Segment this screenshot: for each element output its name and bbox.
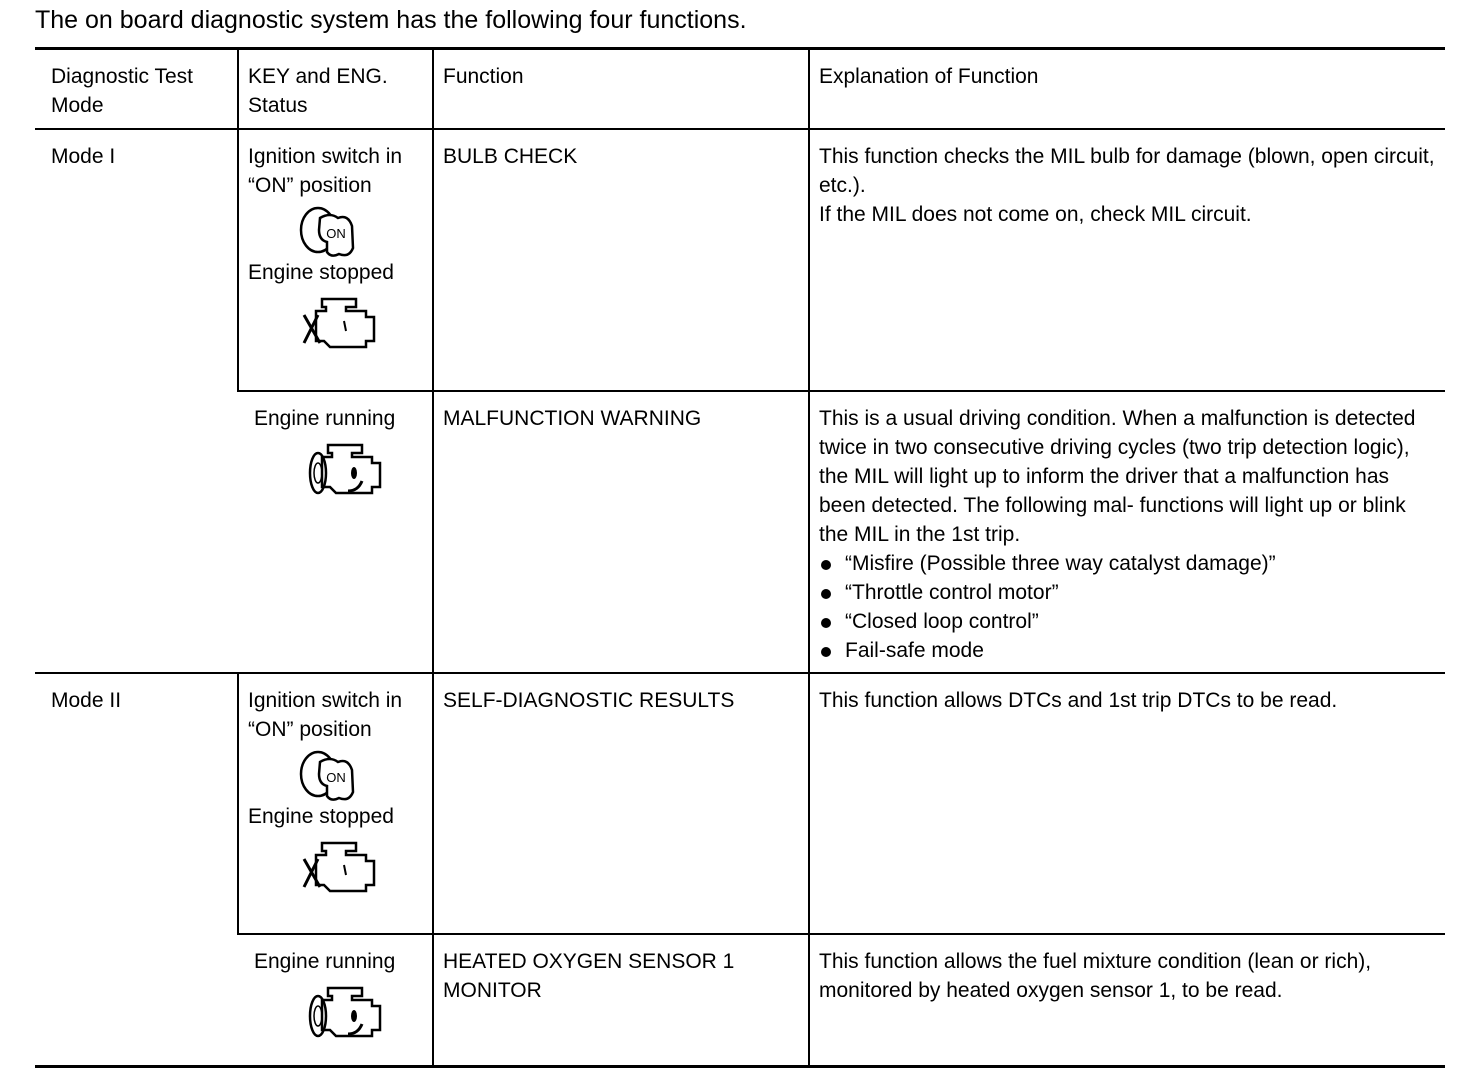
engine-stopped-icon bbox=[298, 291, 388, 357]
explanation-cell bbox=[809, 129, 1445, 391]
table-header-row bbox=[35, 49, 1445, 130]
status-ignition-on: Ignition switch in “ON” position bbox=[248, 145, 403, 197]
ignition-key-on-icon bbox=[298, 204, 368, 258]
explanation-text: If the MIL does not come on, check MIL circuit. bbox=[819, 203, 1252, 226]
status-cell bbox=[238, 129, 433, 391]
status-engine-running: Engine running bbox=[254, 407, 396, 430]
table-row bbox=[35, 391, 1445, 673]
list-item: “Closed loop control” bbox=[819, 607, 1437, 636]
table-row bbox=[35, 673, 1445, 934]
list-item: Fail-safe mode bbox=[819, 636, 1437, 665]
table-row bbox=[35, 934, 1445, 1066]
function-cell: MALFUNCTION WARNING bbox=[433, 391, 809, 673]
status-cell bbox=[238, 391, 433, 673]
engine-stopped-icon bbox=[298, 835, 388, 901]
header-function: Function bbox=[433, 49, 809, 130]
mode-cell: Mode II bbox=[35, 673, 238, 1066]
ignition-key-on-icon bbox=[298, 748, 368, 802]
engine-running-icon bbox=[304, 437, 394, 503]
status-engine-running: Engine running bbox=[254, 950, 396, 973]
function-cell: SELF-DIAGNOSTIC RESULTS bbox=[433, 673, 809, 934]
function-cell: BULB CHECK bbox=[433, 129, 809, 391]
explanation-cell bbox=[809, 391, 1445, 673]
engine-running-icon bbox=[304, 980, 394, 1046]
header-mode: Diagnostic Test Mode bbox=[35, 49, 238, 130]
diagnostic-functions-table bbox=[35, 47, 1445, 1068]
list-item: “Throttle control motor” bbox=[819, 578, 1437, 607]
mode-cell: Mode I bbox=[35, 129, 238, 673]
status-engine-stopped: Engine stopped bbox=[248, 261, 394, 284]
function-cell: HEATED OXYGEN SENSOR 1 MONITOR bbox=[433, 934, 809, 1066]
status-cell bbox=[238, 934, 433, 1066]
malfunction-list bbox=[819, 549, 1437, 665]
status-cell bbox=[238, 673, 433, 934]
explanation-text: This function checks the MIL bulb for damage (blown, open circuit, etc.). bbox=[819, 145, 1435, 197]
header-status: KEY and ENG. Status bbox=[238, 49, 433, 130]
status-engine-stopped: Engine stopped bbox=[248, 805, 394, 828]
table-row bbox=[35, 129, 1445, 391]
status-ignition-on: Ignition switch in “ON” position bbox=[248, 689, 403, 741]
explanation-cell: This function allows the fuel mixture condition (lean or rich), monitored by heated oxygen sensor 1, to be read. bbox=[809, 934, 1445, 1066]
list-item: “Misfire (Possible three way catalyst damage)” bbox=[819, 549, 1437, 578]
explanation-cell: This function allows DTCs and 1st trip DTCs to be read. bbox=[809, 673, 1445, 934]
page-title: The on board diagnostic system has the following four functions. bbox=[35, 6, 747, 34]
explanation-text: This is a usual driving condition. When a malfunction is detected twice in two consecutive driving cycles (two trip detection logic), the MIL will light up to inform the driver that a malfunction has been detected. The following mal- functions will light up or blink the MIL in the 1st trip. bbox=[819, 407, 1416, 546]
header-explanation: Explanation of Function bbox=[809, 49, 1445, 130]
